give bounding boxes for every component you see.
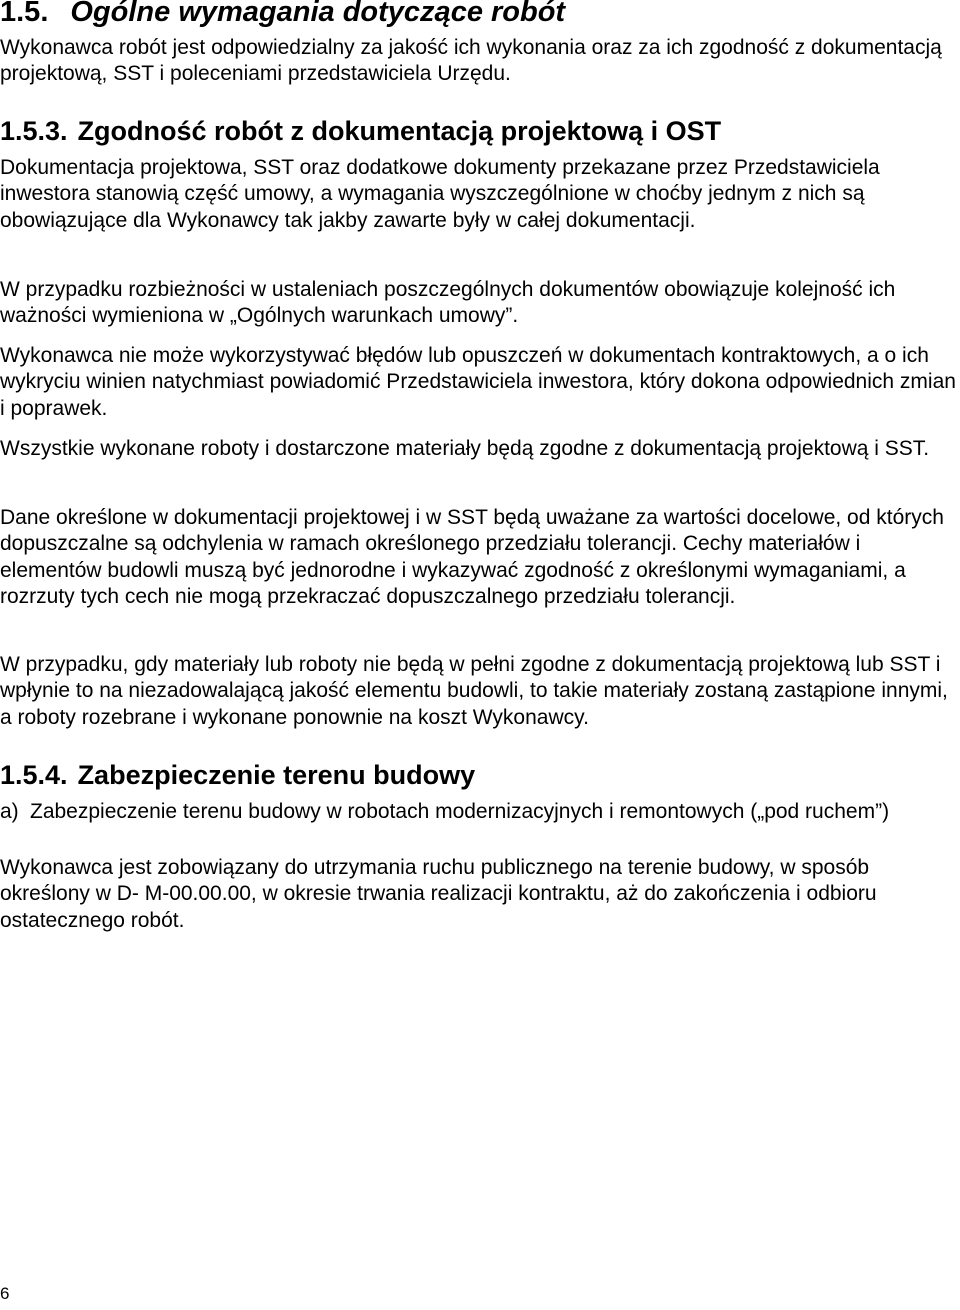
section-1-5-3-paragraph-2: W przypadku rozbieżności w ustaleniach poszczególnych dokumentów obowiązuje kolejność ich ważności wymieniona w „Ogólnych warunkach umowy”. — [0, 278, 896, 328]
section-1-5-3-heading — [0, 116, 721, 147]
section-1-5-4-title: Zabezpieczenie terenu budowy — [77, 760, 476, 790]
section-1-5-4-paragraph-1: Wykonawca jest zobowiązany do utrzymania ruchu publicznego na terenie budowy, w sposób określony w D- M-00.00.00, w okresie trwania realizacji kontraktu, aż do zakończenia i odbioru ostatecznego robót. — [0, 856, 877, 932]
section-1-5-3-title: Zgodność robót z dokumentacją projektową i OST — [77, 116, 722, 146]
section-1-5-3-number: 1.5.3. — [0, 116, 68, 146]
section-1-5-4-number: 1.5.4. — [0, 760, 68, 790]
page-number: 6 — [0, 1284, 10, 1303]
section-1-5-3-paragraph-4: Wszystkie wykonane roboty i dostarczone materiały będą zgodne z dokumentacją projektową i SST. — [0, 437, 930, 460]
section-1-5-number: 1.5. — [0, 0, 49, 28]
section-1-5-3-paragraph-6: W przypadku, gdy materiały lub roboty nie będą w pełni zgodne z dokumentacją projektową lub SST i wpłynie to na niezadowalającą jakość elementu budowli, to takie materiały zostaną zastąpione innymi, a roboty rozebrane i wykonane ponownie na koszt Wykonawcy. — [0, 653, 948, 729]
list-item-text: Zabezpieczenie terenu budowy w robotach modernizacyjnych i remontowych („pod ruchem”) — [30, 800, 890, 823]
section-1-5-4-heading — [0, 760, 475, 791]
list-item-marker: a) — [0, 800, 19, 823]
section-1-5-paragraph-1: Wykonawca robót jest odpowiedzialny za jakość ich wykonania oraz za ich zgodność z dokumentacją projektową, SST i poleceniami przedstawiciela Urzędu. — [0, 36, 942, 86]
section-1-5-3-paragraph-1: Dokumentacja projektowa, SST oraz dodatkowe dokumenty przekazane przez Przedstawiciela inwestora stanowią część umowy, a wymagania wyszczególnione w choćby jednym z nich są obowiązujące dla Wykonawcy tak jakby zawarte były w całej dokumentacji. — [0, 156, 880, 232]
section-1-5-title: Ogólne wymagania dotyczące robót — [70, 0, 566, 28]
section-1-5-3-paragraph-3: Wykonawca nie może wykorzystywać błędów lub opuszczeń w dokumentach kontraktowych, a o ich wykryciu winien natychmiast powiadomić Przedstawiciela inwestora, który dokona odpowiednich zmian i poprawek. — [0, 344, 956, 420]
section-1-5-3-paragraph-5: Dane określone w dokumentacji projektowej i w SST będą uważane za wartości docelowe, od których dopuszczalne są odchylenia w ramach określonego przedziału tolerancji. Cechy materiałów i elementów budowli muszą być jednorodne i wykazywać zgodność z określonymi wymaganiami, a rozrzuty tych cech nie mogą przekraczać dopuszczalnego przedziału tolerancji. — [0, 506, 944, 609]
list-item-a — [0, 799, 958, 825]
section-1-5-heading — [0, 0, 565, 29]
